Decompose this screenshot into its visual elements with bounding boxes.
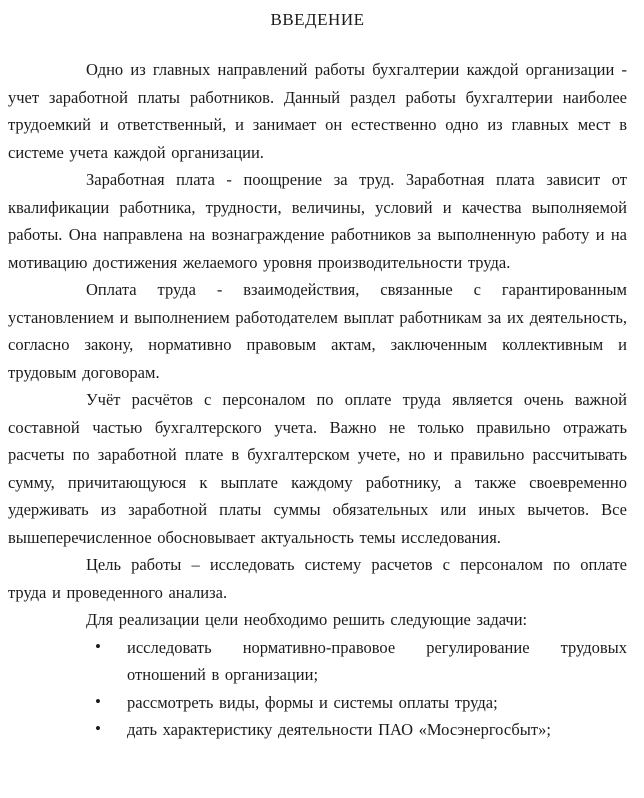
page-title: ВВЕДЕНИЕ <box>270 10 365 29</box>
paragraph-intro-accounting: Одно из главных направлений работы бухгалтерии каждой организации - учет заработной платы работников. Данный раздел работы бухгалтерии наиболее трудоемкий и ответственный, и занимает он естественно одно из главных мест в системе учета каждой организации. <box>8 60 627 162</box>
bullet-icon: • <box>95 691 101 711</box>
list-item-text: исследовать нормативно-правовое регулирование трудовых отношений в организации; <box>127 637 627 684</box>
task-list <box>8 634 627 744</box>
list-item <box>8 716 627 744</box>
bullet-icon: • <box>95 719 101 738</box>
paragraph-payroll-importance: Учёт расчётов с персоналом по оплате труда является очень важной составной частью бухгалтерского учета. Важно не только правильно отражать расчеты по заработной плате в бухгалтерском учете, но и правильно рассчитывать сумму, причитающуюся к выплате каждому работнику, а также своевременно удерживать из заработной платы суммы обязательных или иных вычетов. Все вышеперечисленное обосновывает актуальность темы исследования. <box>8 390 627 547</box>
list-item-text: рассмотреть виды, формы и системы оплаты труда; <box>127 692 498 712</box>
paragraph-labor-payment: Оплата труда - взаимодействия, связанные с гарантированным установлением и выполнением работодателем выплат работникам за их деятельность, согласно закону, нормативно правовым актам, заключенным коллективным и трудовым договорам. <box>8 280 627 382</box>
list-item <box>8 634 627 689</box>
paragraph-wage-definition: Заработная плата - поощрение за труд. Заработная плата зависит от квалификации работника, трудности, величины, условий и качества выполняемой работы. Она направлена на вознаграждение работников за выполненную работу и на мотивацию достижения желаемого уровня производительности труда. <box>8 170 627 272</box>
paragraph-work-goal: Цель работы – исследовать систему расчетов с персоналом по оплате труда и проведенного анализа. <box>8 555 627 602</box>
bullet-icon: • <box>95 636 101 656</box>
list-item-text: дать характеристику деятельности ПАО «Мосэнергосбыт»; <box>127 720 551 739</box>
paragraph-tasks-lead-in: Для реализации цели необходимо решить следующие задачи: <box>86 610 528 629</box>
list-item <box>8 689 627 717</box>
